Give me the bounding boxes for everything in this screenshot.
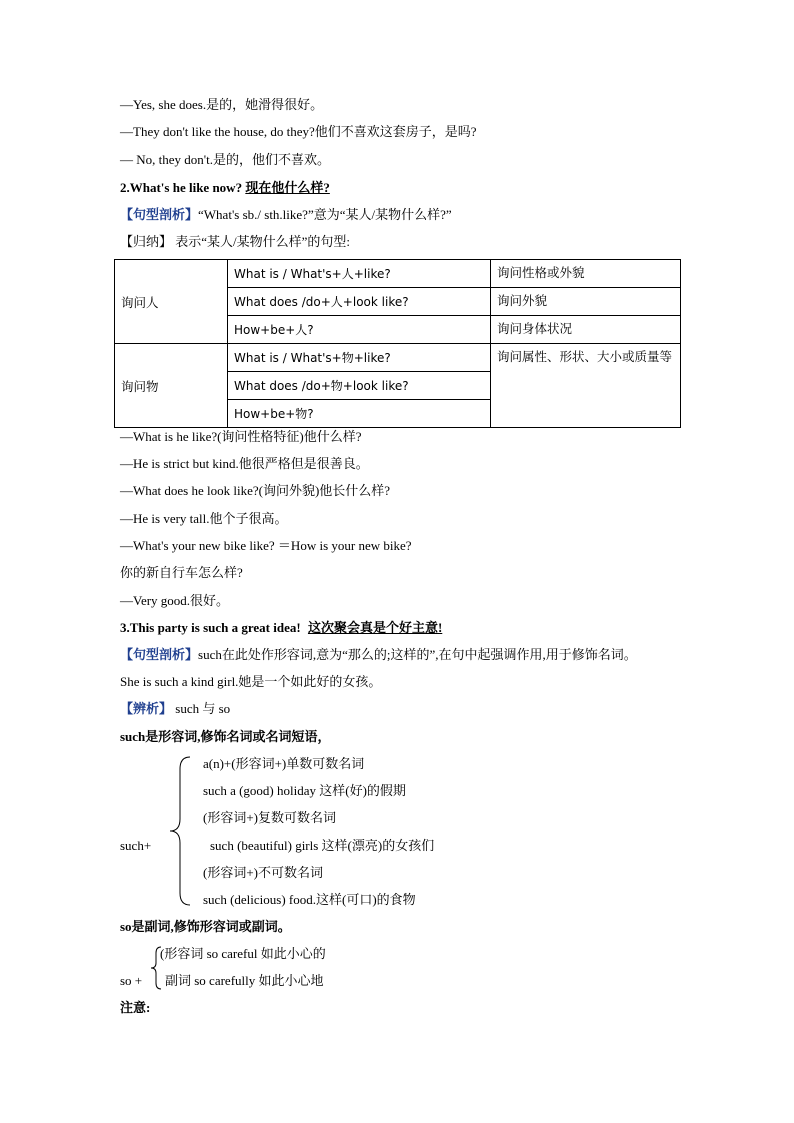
such-item: a(n)+(形容词+)单数可数名词 — [203, 756, 365, 771]
group-label-thing: 询问物 — [115, 344, 228, 428]
discrimination-line — [120, 701, 230, 717]
pattern-cell: What does /do+人+look like? — [228, 288, 491, 316]
section-2-title: 2.What's he like now? — [120, 180, 243, 195]
section-3-heading — [120, 620, 442, 636]
answer-line-3: — No, they don't.是的，他们不喜欢。 — [120, 152, 330, 167]
meaning-cell: 询问属性、形状、大小或质量等 — [491, 344, 681, 428]
analysis-text: such在此处作形容词,意为“那么的;这样的”,在句中起强调作用,用于修饰名词。 — [198, 647, 637, 662]
summary-tag: 【归纳】 — [120, 234, 173, 249]
meaning-cell: 询问性格或外貌 — [491, 260, 681, 288]
so-label: so + — [120, 973, 143, 988]
analysis-1 — [120, 207, 452, 223]
such-item: such (beautiful) girls 这样(漂亮)的女孩们 — [210, 838, 435, 853]
table-row — [115, 344, 681, 372]
analysis-tag: 【句型剖析】 — [120, 647, 199, 662]
analysis-text: “What's sb./ sth.like?”意为“某人/某物什么样?” — [198, 207, 452, 222]
pattern-cell: What is / What's+人+like? — [228, 260, 491, 288]
such-heading: such是形容词,修饰名词或名词短语， — [120, 729, 331, 744]
such-item: (形容词+)不可数名词 — [203, 865, 323, 880]
section-3-title-cn: 这次聚会真是个好主意! — [307, 620, 443, 635]
example-3: —What does he look like?(询问外貌)他长什么样? — [120, 483, 391, 498]
section-2-title-cn: 现在他什么样? — [245, 180, 330, 195]
analysis-2 — [120, 647, 637, 663]
so-heading: so是副词,修饰形容词或副词。 — [120, 919, 291, 934]
meaning-cell: 询问外貌 — [491, 288, 681, 316]
section-3-title: 3.This party is such a great idea! — [120, 620, 301, 635]
meaning-cell: 询问身体状况 — [491, 316, 681, 344]
question-line-2: —They don't like the house, do they?他们不喜欢这套房子，是吗? — [120, 124, 477, 139]
pattern-cell: How+be+人? — [228, 316, 491, 344]
example-7: —Very good.很好。 — [120, 593, 230, 608]
analysis-tag: 【句型剖析】 — [120, 207, 199, 222]
such-item: such a (good) holiday 这样(好)的假期 — [203, 783, 406, 798]
summary-line — [120, 234, 350, 250]
pattern-cell: How+be+物? — [228, 400, 491, 428]
such-item: (形容词+)复数可数名词 — [203, 810, 336, 825]
example-4: —He is very tall.他个子很高。 — [120, 511, 288, 526]
such-brace — [166, 755, 194, 907]
example-5: —What's your new bike like? ＝How is your new bike? — [120, 538, 412, 553]
example-2: —He is strict but kind.他很严格但是很善良。 — [120, 456, 369, 471]
example-such: She is such a kind girl.她是一个如此好的女孩。 — [120, 674, 382, 689]
pattern-table — [114, 259, 681, 428]
section-2-heading — [120, 180, 330, 196]
example-1: —What is he like?(询问性格特征)他什么样? — [120, 429, 362, 444]
such-label: such+ — [120, 838, 152, 853]
discrimination-tag: 【辨析】 — [120, 701, 173, 716]
answer-line-1: —Yes, she does.是的，她滑得很好。 — [120, 97, 324, 112]
so-item: (形容词 so careful 如此小心的 — [160, 946, 326, 961]
group-label-person: 询问人 — [115, 260, 228, 344]
pattern-cell: What is / What's+物+like? — [228, 344, 491, 372]
summary-text: 表示“某人/某物什么样”的句型: — [172, 234, 351, 249]
note-label: 注意: — [120, 1000, 151, 1015]
table-row — [115, 260, 681, 288]
so-item: 副词 so carefully 如此小心地 — [165, 973, 324, 988]
example-6: 你的新自行车怎么样? — [120, 565, 243, 580]
such-item: such (delicious) food.这样(可口)的食物 — [203, 892, 416, 907]
discrimination-text: such 与 so — [172, 701, 231, 716]
pattern-cell: What does /do+物+look like? — [228, 372, 491, 400]
